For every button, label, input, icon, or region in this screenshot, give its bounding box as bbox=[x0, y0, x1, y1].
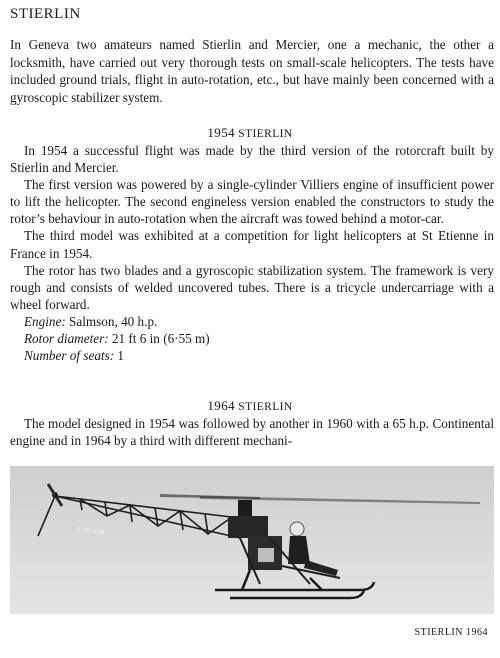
photo-caption bbox=[415, 627, 488, 638]
caption-year: 1964 bbox=[466, 627, 488, 638]
section-title-1954 bbox=[0, 125, 500, 141]
helicopter-photo bbox=[10, 466, 494, 614]
spec-value: Salmson, 40 h.p. bbox=[69, 313, 158, 329]
section-title-1964 bbox=[0, 398, 500, 414]
spec-rotor-diameter bbox=[10, 330, 494, 347]
spec-engine bbox=[10, 313, 494, 330]
section-year: 1954 bbox=[207, 125, 235, 140]
spec-value: 21 ft 6 in (6·55 m) bbox=[111, 331, 210, 347]
section-body-1964 bbox=[10, 415, 494, 449]
paragraph: In 1954 a successful flight was made by the third version of the rotorcraft built by Stierlin and Mercier. bbox=[10, 143, 494, 176]
caption-name: STIERLIN bbox=[414, 627, 463, 638]
page-heading: STIERLIN bbox=[10, 6, 81, 22]
spec-label: Engine: bbox=[24, 313, 66, 329]
registration-mark: X-HB-XVB bbox=[75, 527, 105, 536]
spec-label: Number of seats: bbox=[24, 348, 115, 364]
section-body-1954 bbox=[10, 142, 494, 364]
section-year: 1964 bbox=[207, 398, 235, 413]
gearbox bbox=[228, 516, 268, 538]
paragraph: The rotor has two blades and a gyroscopic stabilization system. The framework is very rough and consists of welded uncovered tubes. There is a tricycle undercarriage with a wheel forward. bbox=[10, 262, 494, 312]
helicopter-illustration bbox=[10, 466, 494, 614]
spec-number-of-seats bbox=[10, 347, 494, 364]
section-name: STIERLIN bbox=[238, 401, 293, 413]
spec-label: Rotor diameter: bbox=[24, 331, 109, 347]
paragraph: The third model was exhibited at a competition for light helicopters at St Etienne in France in 1954. bbox=[10, 228, 494, 261]
spec-value: 1 bbox=[117, 348, 125, 364]
section-name: STIERLIN bbox=[238, 128, 293, 140]
intro-paragraph: In Geneva two amateurs named Stierlin and Mercier, one a mechanic, the other a locksmith, have carried out very thorough tests on small-scale helicopters. The tests have included ground trials, flight in auto-rotation, etc., but have mainly been concerned with a gyroscopic stabilizer system. bbox=[10, 37, 494, 105]
paragraph: The model designed in 1954 was followed by another in 1960 with a 65 h.p. Continental engine and in 1964 by a third with different mechani- bbox=[10, 416, 494, 449]
paragraph: The first version was powered by a single-cylinder Villiers engine of insufficient power to lift the helicopter. The second engineless version enabled the constructors to study the rotor’s behaviour in auto-rotation when the aircraft was towed behind a motor-car. bbox=[10, 177, 494, 227]
pilot-helmet bbox=[290, 522, 304, 536]
